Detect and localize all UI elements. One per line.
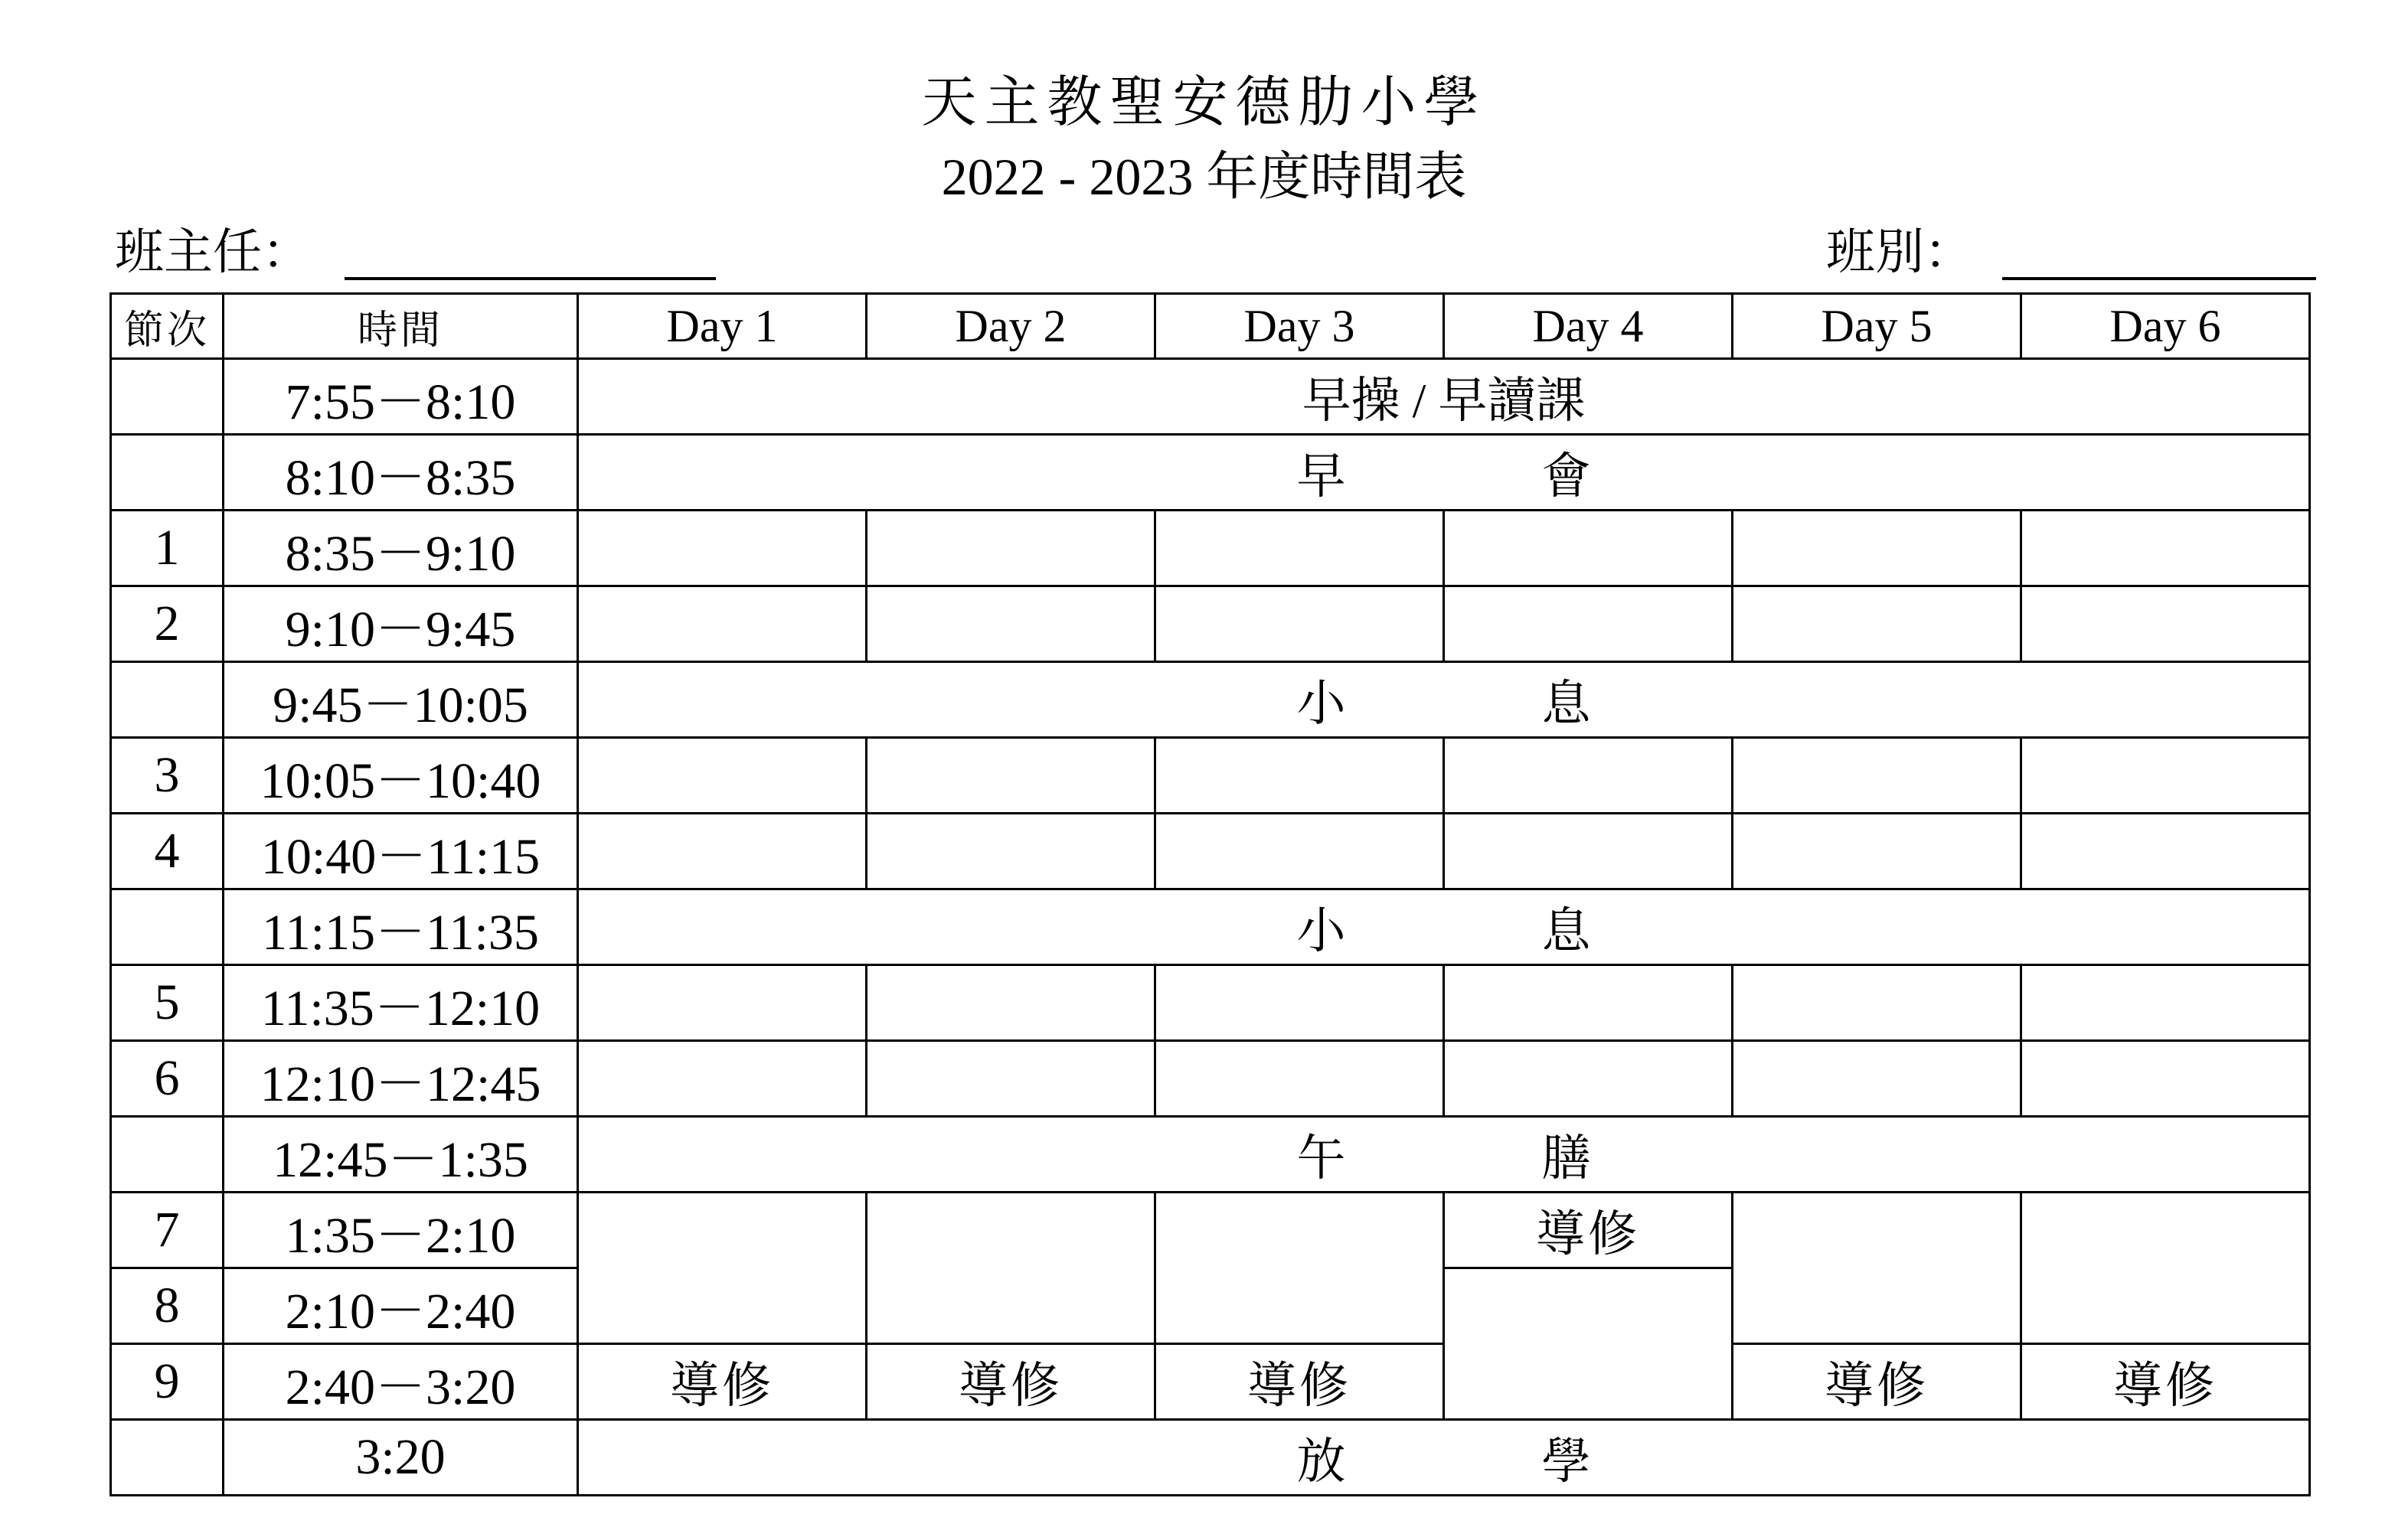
- lesson-cell: [1155, 1193, 1444, 1344]
- period-number: 4: [111, 814, 224, 889]
- lesson-cell: [1155, 738, 1444, 814]
- period-number: 7: [111, 1193, 224, 1268]
- recess: 小 息: [578, 889, 2310, 965]
- class-blank-line: [2002, 277, 2316, 280]
- timetable-title: 2022 - 2023 年度時間表: [941, 148, 1467, 206]
- period-number: 5: [111, 965, 224, 1041]
- day-6-header: Day 6: [2021, 294, 2310, 359]
- lesson-cell: [867, 814, 1155, 889]
- lesson-cell: [1155, 1041, 1444, 1117]
- period-number: [111, 889, 224, 965]
- lesson-cell: [2021, 511, 2310, 586]
- table-row: [111, 662, 2310, 738]
- lesson-cell: [1733, 965, 2021, 1041]
- lesson-cell: [867, 1193, 1155, 1344]
- time-slot: 10:05－10:40: [224, 738, 578, 814]
- day-5-header: Day 5: [1733, 294, 2021, 359]
- lesson-cell: [1444, 814, 1733, 889]
- lesson-cell: [1733, 511, 2021, 586]
- lesson-cell: [1155, 586, 1444, 662]
- class-teacher-blank-line: [345, 277, 716, 280]
- period-number: 1: [111, 511, 224, 586]
- dismissal: 放 學: [578, 1420, 2310, 1496]
- day-2-header: Day 2: [867, 294, 1155, 359]
- lesson-cell: [1733, 586, 2021, 662]
- period-header: 節次: [111, 294, 224, 359]
- lesson-cell: [1444, 965, 1733, 1041]
- table-row: [111, 1193, 2310, 1268]
- header-row: [111, 294, 2310, 359]
- lesson-cell: [1444, 511, 1733, 586]
- class-teacher-label: 班主任：: [115, 225, 311, 279]
- table-row: [111, 738, 2310, 814]
- guided-study-cell: 導修: [867, 1344, 1155, 1420]
- table-row: [111, 1117, 2310, 1193]
- time-slot: 9:45－10:05: [224, 662, 578, 738]
- class-label: 班別：: [1826, 225, 1973, 279]
- lesson-cell: [2021, 1041, 2310, 1117]
- lesson-cell: [2021, 738, 2310, 814]
- time-slot: 8:10－8:35: [224, 435, 578, 511]
- day-3-header: Day 3: [1155, 294, 1444, 359]
- time-slot: 12:45－1:35: [224, 1117, 578, 1193]
- lesson-cell: [867, 738, 1155, 814]
- lesson-cell: [2021, 1193, 2310, 1344]
- lesson-cell: [578, 738, 867, 814]
- period-number: [111, 435, 224, 511]
- lesson-cell: [1733, 1041, 2021, 1117]
- school-name: 天主教聖安德肋小學: [921, 72, 1487, 133]
- lesson-cell: [1733, 1193, 2021, 1344]
- lesson-cell: [1444, 1268, 1733, 1420]
- period-number: [111, 359, 224, 435]
- table-row: [111, 435, 2310, 511]
- period-number: [111, 662, 224, 738]
- lesson-cell: [1444, 1041, 1733, 1117]
- lesson-cell: [867, 511, 1155, 586]
- table-row: [111, 1344, 2310, 1420]
- time-slot: 11:35－12:10: [224, 965, 578, 1041]
- lesson-cell: [867, 1041, 1155, 1117]
- period-number: 8: [111, 1268, 224, 1344]
- lesson-cell: [578, 814, 867, 889]
- time-slot: 7:55－8:10: [224, 359, 578, 435]
- lesson-cell: [578, 586, 867, 662]
- lesson-cell: [1733, 738, 2021, 814]
- time-slot: 2:40－3:20: [224, 1344, 578, 1420]
- table-row: [111, 1420, 2310, 1496]
- day-1-header: Day 1: [578, 294, 867, 359]
- lesson-cell: [1155, 814, 1444, 889]
- lesson-cell: [2021, 965, 2310, 1041]
- time-slot: 11:15－11:35: [224, 889, 578, 965]
- lesson-cell: [578, 965, 867, 1041]
- time-slot: 1:35－2:10: [224, 1193, 578, 1268]
- time-slot: 3:20: [224, 1420, 578, 1496]
- lesson-cell: [1444, 586, 1733, 662]
- morning-assembly: 早 會: [578, 435, 2310, 511]
- table-row: [111, 814, 2310, 889]
- guided-study-cell: 導修: [1733, 1344, 2021, 1420]
- period-number: [111, 1420, 224, 1496]
- period-number: [111, 1117, 224, 1193]
- table-row: [111, 965, 2310, 1041]
- guided-study-cell: 導修: [1444, 1193, 1733, 1268]
- period-number: 3: [111, 738, 224, 814]
- lesson-cell: [578, 1193, 867, 1344]
- guided-study-cell: 導修: [578, 1344, 867, 1420]
- time-slot: 12:10－12:45: [224, 1041, 578, 1117]
- day-4-header: Day 4: [1444, 294, 1733, 359]
- period-number: 9: [111, 1344, 224, 1420]
- time-header: 時間: [224, 294, 578, 359]
- lesson-cell: [1155, 965, 1444, 1041]
- period-number: 2: [111, 586, 224, 662]
- table-row: [111, 359, 2310, 435]
- recess: 小 息: [578, 662, 2310, 738]
- guided-study-cell: 導修: [2021, 1344, 2310, 1420]
- lesson-cell: [2021, 814, 2310, 889]
- morning-exercise-reading: 早操 / 早讀課: [578, 359, 2310, 435]
- lesson-cell: [1155, 511, 1444, 586]
- table-row: [111, 1041, 2310, 1117]
- table-row: [111, 586, 2310, 662]
- lesson-cell: [867, 586, 1155, 662]
- lesson-cell: [2021, 586, 2310, 662]
- lunch: 午 膳: [578, 1117, 2310, 1193]
- lesson-cell: [1733, 814, 2021, 889]
- lesson-cell: [578, 511, 867, 586]
- lesson-cell: [867, 965, 1155, 1041]
- table-row: [111, 889, 2310, 965]
- period-number: 6: [111, 1041, 224, 1117]
- lesson-cell: [578, 1041, 867, 1117]
- time-slot: 8:35－9:10: [224, 511, 578, 586]
- time-slot: 9:10－9:45: [224, 586, 578, 662]
- table-row: [111, 511, 2310, 586]
- timetable: [109, 292, 2311, 1496]
- time-slot: 10:40－11:15: [224, 814, 578, 889]
- lesson-cell: [1444, 738, 1733, 814]
- guided-study-cell: 導修: [1155, 1344, 1444, 1420]
- time-slot: 2:10－2:40: [224, 1268, 578, 1344]
